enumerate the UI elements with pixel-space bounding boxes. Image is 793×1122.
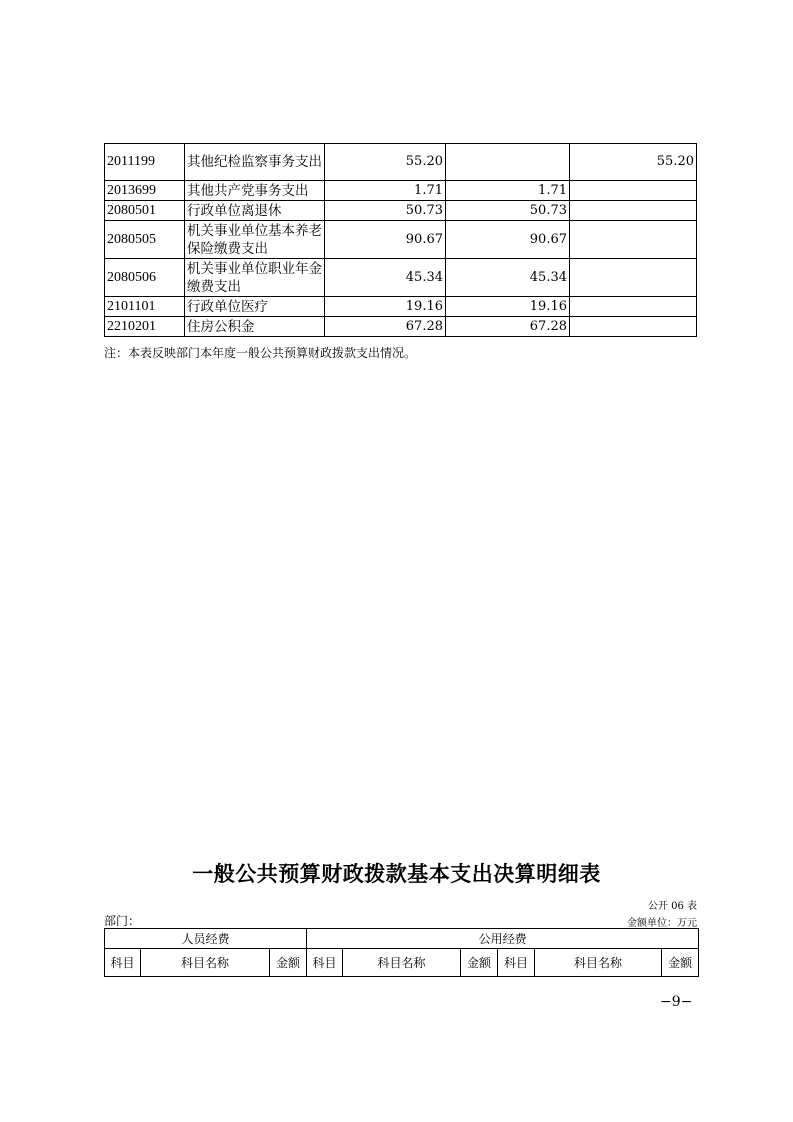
row-total: 45.34 (325, 259, 446, 297)
column-header: 金额 (662, 949, 699, 977)
row-basic: 1.71 (446, 181, 570, 201)
row-total: 67.28 (325, 317, 446, 337)
column-header: 科目 (307, 949, 343, 977)
table-row (105, 297, 697, 317)
row-total: 55.20 (325, 144, 446, 181)
row-project (570, 317, 697, 337)
row-name: 住房公积金 (185, 317, 325, 337)
row-code: 2101101 (105, 297, 185, 317)
sub-header-row (105, 949, 699, 977)
table-row (105, 221, 697, 259)
row-basic: 45.34 (446, 259, 570, 297)
column-header: 金额 (270, 949, 307, 977)
column-header: 科目名称 (141, 949, 270, 977)
row-name: 机关事业单位基本养老保险缴费支出 (185, 221, 325, 259)
row-code: 2080501 (105, 201, 185, 221)
column-header: 科目 (105, 949, 141, 977)
table-row (105, 317, 697, 337)
table-note: 注：本表反映部门本年度一般公共预算财政拨款支出情况。 (104, 346, 417, 360)
row-basic: 19.16 (446, 297, 570, 317)
table-code: 公开 06 表 (647, 901, 697, 912)
row-code: 2011199 (105, 144, 185, 181)
row-total: 90.67 (325, 221, 446, 259)
row-project (570, 221, 697, 259)
row-name: 机关事业单位职业年金缴费支出 (185, 259, 325, 297)
detail-table (104, 928, 699, 977)
group-header-public: 公用经费 (307, 929, 699, 949)
row-project (570, 201, 697, 221)
row-name: 其他共产党事务支出 (185, 181, 325, 201)
column-header: 科目名称 (343, 949, 461, 977)
row-project: 55.20 (570, 144, 697, 181)
column-header: 科目 (498, 949, 535, 977)
table-row (105, 181, 697, 201)
row-project (570, 181, 697, 201)
column-header: 金额 (461, 949, 498, 977)
table-row (105, 259, 697, 297)
row-code: 2080505 (105, 221, 185, 259)
department-label: 部门： (104, 914, 141, 928)
row-total: 1.71 (325, 181, 446, 201)
expenditure-table (104, 143, 697, 337)
table-row (105, 201, 697, 221)
row-code: 2080506 (105, 259, 185, 297)
column-header: 科目名称 (535, 949, 662, 977)
row-name: 行政单位离退休 (185, 201, 325, 221)
row-basic: 50.73 (446, 201, 570, 221)
row-project (570, 297, 697, 317)
row-basic: 67.28 (446, 317, 570, 337)
row-total: 50.73 (325, 201, 446, 221)
table-row (105, 144, 697, 181)
row-basic (446, 144, 570, 181)
group-header-personnel: 人员经费 (105, 929, 307, 949)
unit-label: 金额单位：万元 (627, 918, 697, 929)
row-basic: 90.67 (446, 221, 570, 259)
row-project (570, 259, 697, 297)
row-name: 其他纪检监察事务支出 (185, 144, 325, 181)
page-title: 一般公共预算财政拨款基本支出决算明细表 (192, 862, 601, 886)
row-total: 19.16 (325, 297, 446, 317)
header-row (105, 929, 699, 949)
row-name: 行政单位医疗 (185, 297, 325, 317)
row-code: 2210201 (105, 317, 185, 337)
row-code: 2013699 (105, 181, 185, 201)
page-number: −9− (660, 994, 693, 1010)
